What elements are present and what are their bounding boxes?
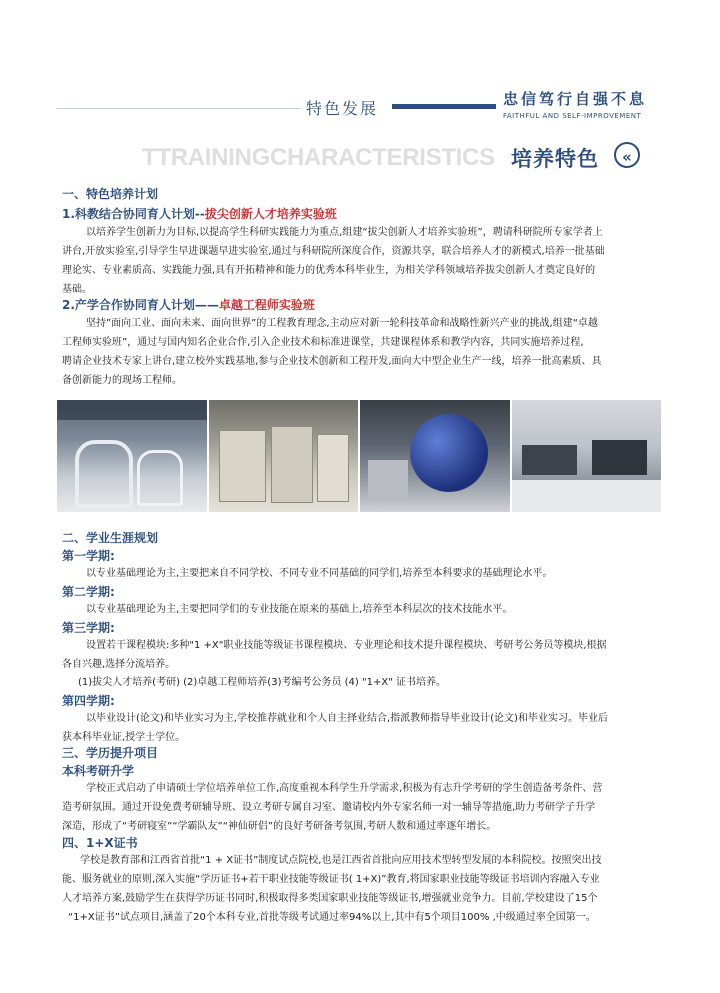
section-heading-degree-upgrade: 三、学历提升项目	[62, 746, 159, 760]
text-line: 各自兴趣,选择分流培养。	[62, 659, 176, 670]
text-line: 造考研氛围。通过开设免费考研辅导班、设立考研专属自习室、邀请校内外专家名师一对一辅导等措施,助力考研学子升学	[62, 802, 596, 813]
text-line: 理论实、专业素质高、实践能力强,具有开拓精神和能力的优秀本科毕业生，为相关学科领域培养拔尖创新人才奠定良好的	[62, 265, 596, 276]
paragraph-postgraduate	[62, 779, 662, 836]
banner-title-cn: 培养特色	[511, 147, 599, 171]
lab-photo-3	[360, 400, 510, 512]
semester-4-text	[62, 709, 662, 747]
school-motto: 忠信笃行自强不息	[503, 90, 648, 108]
double-chevron-left-icon: «	[614, 142, 640, 168]
school-motto-en: FAITHFUL AND SELF-IMPROVEMENT	[503, 112, 642, 120]
lab-photo-4	[512, 400, 662, 512]
semester-1-heading: 第一学期:	[62, 549, 115, 563]
text-line: 设置若干课程模块:多种"1 +X"职业技能等级证书课程模块、专业理论和技术提升课程模块、考研考公务员等模块,根据	[86, 640, 607, 651]
section-heading-training-plan: 一、特色培养计划	[62, 187, 159, 201]
lab-photo-1	[57, 400, 207, 512]
text-line: 基础。	[62, 284, 92, 295]
section-tag: 特色发展	[306, 99, 379, 118]
semester-3-tracks: (1)拔尖人才培养(考研) (2)卓越工程师培养(3)考编考公务员 (4) "1+X" 证书培养。	[78, 677, 446, 688]
text-line: 工程师实验班”，通过与国内知名企业合作,引入企业技术和标准进课堂，共建课程体系和教学内容，共同实施培养过程,	[62, 337, 584, 348]
text-line: 聘请企业技术专家上讲台,建立校外实践基地,参与企业技术创新和工程开发,面向大中型企业生产一线，培养一批高素质、具	[62, 356, 602, 367]
text-line: 人才培养方案,鼓励学生在获得学历证书同时,积极取得多类国家职业技能等级证书,增强就业竞争力。目前,学校建设了15个	[62, 893, 598, 904]
banner-title-en: TTRAININGCHARACTERISTICS	[142, 144, 495, 171]
text-line: 学校是教育部和江西省首批“1 + X证书”制度试点院校,也是江西省首批向应用技术型转型发展的本科院校。按照突出技	[80, 855, 602, 866]
text-line: 以毕业设计(论文)和毕业实习为主,学校推荐就业和个人自主择业结合,指派教师指导毕业设计(论文)和毕业实习。毕业后	[86, 713, 608, 724]
subheading-prefix: 1.科教结合协同育人计划--	[62, 207, 205, 221]
semester-3-text	[62, 636, 662, 674]
paragraph-research-plan	[62, 223, 662, 299]
section-heading-career-plan: 二、学业生涯规划	[62, 531, 159, 545]
subheading-industry-plan	[62, 296, 315, 313]
paragraph-industry-plan	[62, 314, 662, 390]
text-line: 获本科毕业证,授学士学位。	[62, 732, 186, 743]
subheading-research-plan	[62, 205, 337, 222]
text-line: 深造，形成了“考研寝室”“学霸队友”“神仙研侣”的良好考研备考氛围,考研人数和通过率逐年增长。	[62, 821, 497, 832]
subheading-postgraduate: 本科考研升学	[62, 764, 135, 778]
header-accent-bar	[392, 104, 496, 109]
text-line: 能、服务就业的原则,深入实施“学历证书+若干职业技能等级证书( 1+X)”教育,将国家职业技能等级证书培训内容融入专业	[62, 874, 600, 885]
paragraph-1x-certificate	[62, 851, 662, 927]
lab-photo-strip	[57, 400, 661, 512]
text-line: 讲台,开放实验室,引导学生早进课题早进实验室,通过与科研院所深度合作，资源共享，联合培养人才的新模式,培养一批基础	[62, 246, 605, 257]
subheading-highlight: 拔尖创新人才培养实验班	[204, 207, 337, 221]
text-line: 备创新能力的现场工程师。	[62, 375, 182, 386]
header-divider-line	[56, 108, 301, 109]
semester-2-heading: 第二学期:	[62, 585, 115, 599]
text-line: 坚持”面向工业、面向未来、面向世界”的工程教育理念,主动应对新一轮科技革命和战略性新兴产业的挑战,组建“卓越	[86, 318, 598, 329]
semester-1-text: 以专业基础理论为主,主要把来自不同学校、不同专业不同基础的同学们,培养至本科要求的基础理论水平。	[86, 568, 553, 579]
subheading-prefix: 2.产学合作协同育人计划——	[62, 298, 219, 312]
section-heading-1x-certificate: 四、1+X证书	[62, 836, 138, 850]
text-line: 以培养学生创新力为目标,以提高学生科研实践能力为重点,组建“拔尖创新人才培养实验班”，聘请科研院所专家学者上	[86, 227, 603, 238]
semester-2-text: 以专业基础理论为主,主要把同学们的专业技能在原来的基础上,培养至本科层次的技术技能水平。	[86, 604, 513, 615]
semester-3-heading: 第三学期:	[62, 621, 115, 635]
text-line: “1+X证书”试点项目,涵盖了20个本科专业,首批等级考试通过率94%以上,其中有5个项目100% ,中级通过率全国第一。	[68, 912, 596, 923]
subheading-highlight: 卓越工程师实验班	[218, 298, 315, 312]
text-line: 学校正式启动了申请硕士学位培养单位工作,高度重视本科学生升学需求,积极为有志升学考研的学生创造备考条件、营	[86, 783, 603, 794]
lab-photo-2	[209, 400, 359, 512]
semester-4-heading: 第四学期:	[62, 694, 115, 708]
